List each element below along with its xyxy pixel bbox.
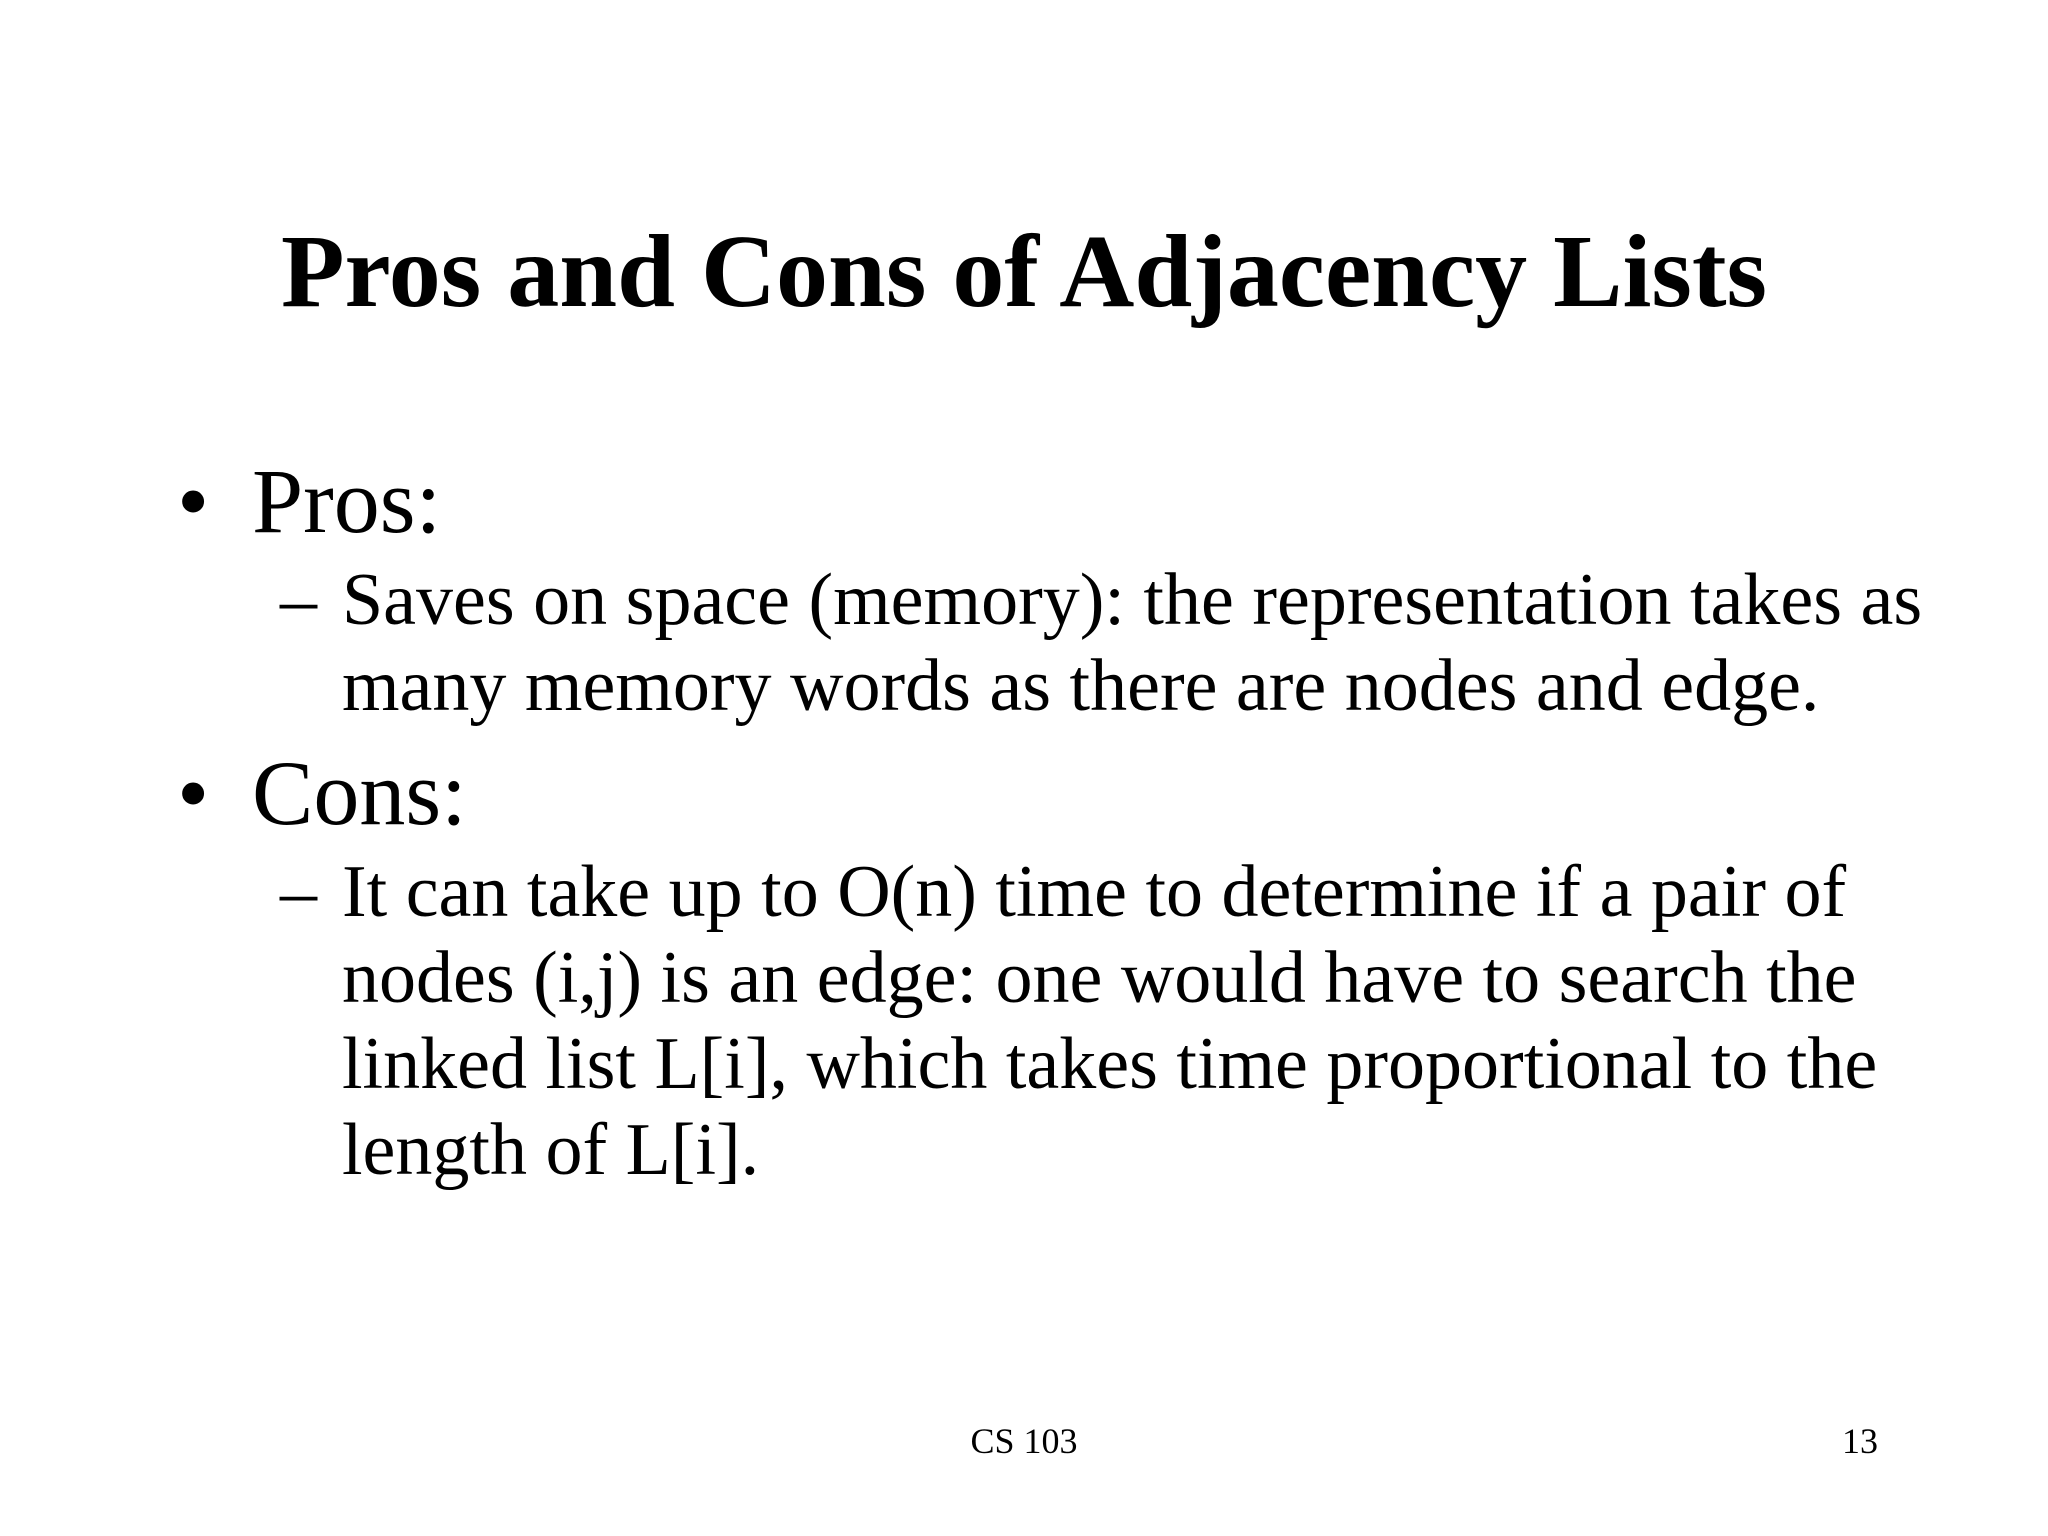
dash-icon: – — [280, 851, 317, 933]
bullet-heading-cons: Cons: — [252, 742, 467, 844]
bullet-icon: • — [177, 742, 210, 844]
bullet-cons — [175, 737, 1935, 849]
pros-list — [175, 557, 1935, 729]
dash-icon: – — [280, 559, 317, 641]
pros-item — [280, 557, 1942, 729]
cons-item — [280, 849, 1942, 1193]
slide-content — [175, 445, 1935, 1201]
cons-item-text: It can take up to O(n) time to determine if a pair of nodes (i,j) is an edge: one would have to search the linked list L[i], which takes time proportional to the length of L[i]. — [342, 851, 1878, 1191]
bullet-pros — [175, 445, 1935, 557]
footer-course: CS 103 — [970, 1421, 1078, 1461]
footer-page-number: 13 — [1842, 1421, 1878, 1461]
bullet-icon: • — [177, 450, 210, 552]
slide-title: Pros and Cons of Adjacency Lists — [280, 214, 1767, 329]
bullet-heading-pros: Pros: — [252, 450, 442, 552]
pros-item-text: Saves on space (memory): the representation takes as many memory words as there are nodes and edge. — [342, 559, 1923, 727]
cons-list — [175, 849, 1935, 1193]
